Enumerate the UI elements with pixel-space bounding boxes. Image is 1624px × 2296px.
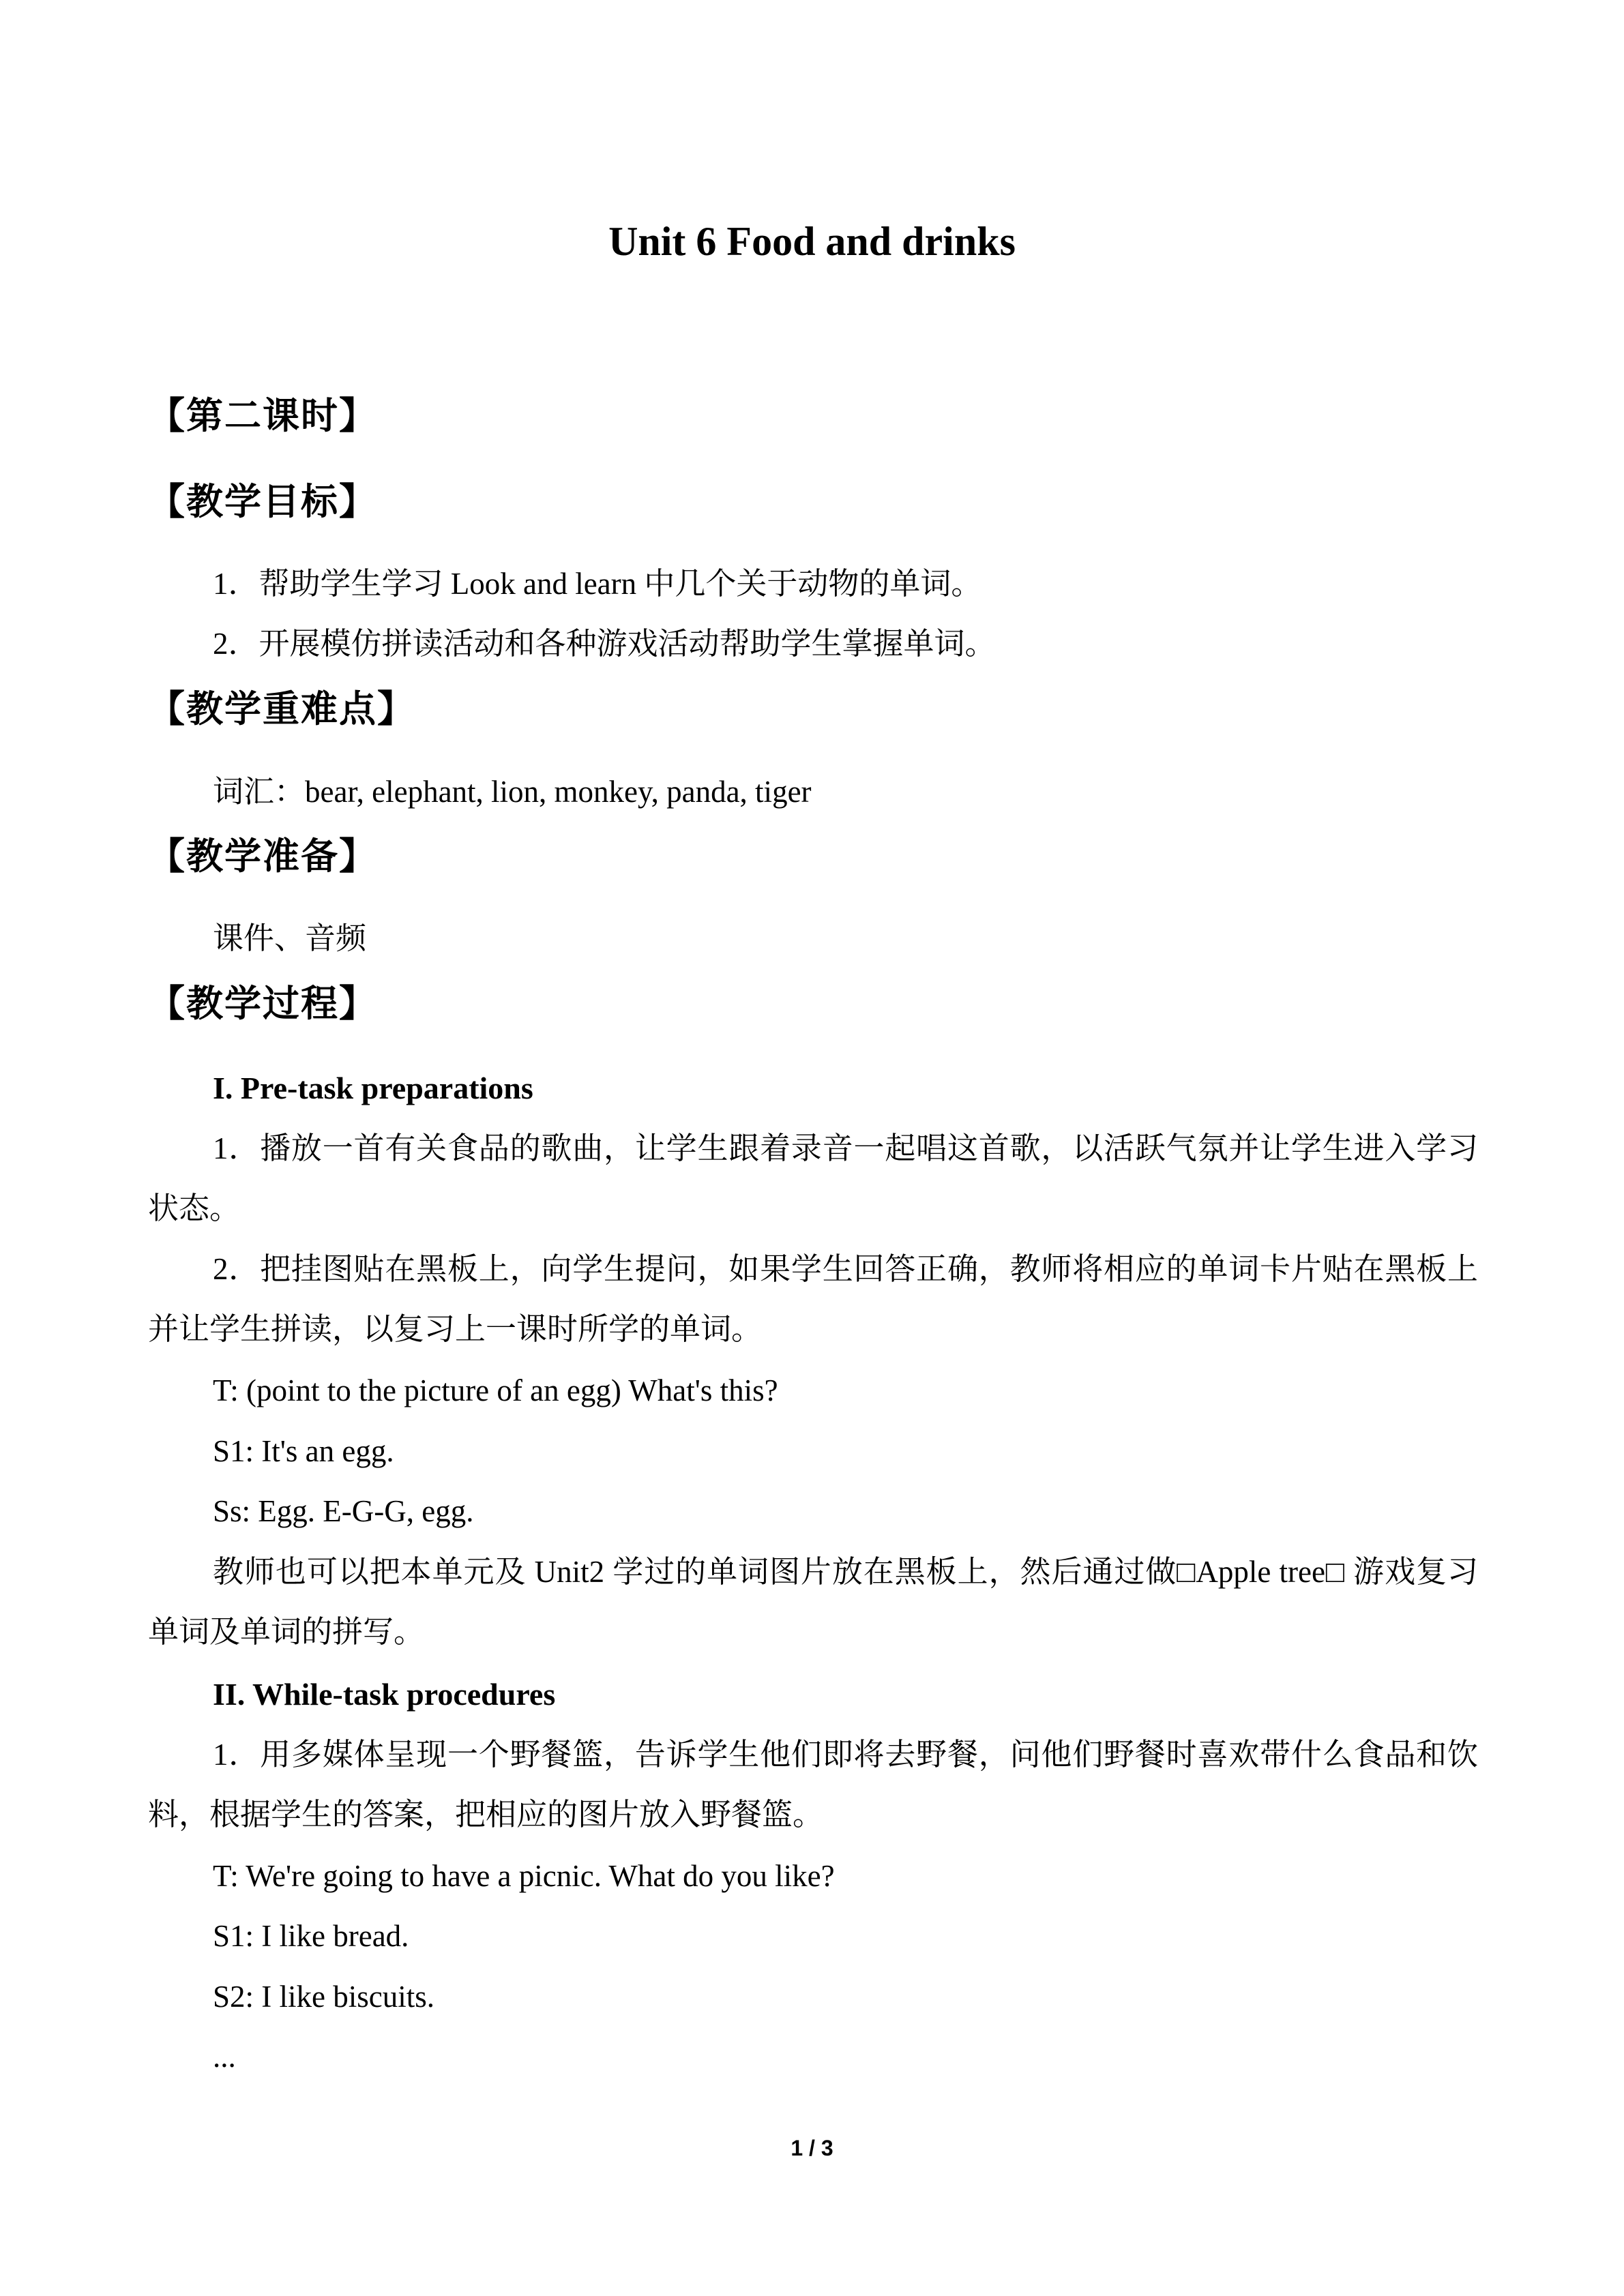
pre-task-dialog-1: T: (point to the picture of an egg) What's this? <box>213 1373 778 1407</box>
preparation-materials: 课件、音频 <box>213 921 367 955</box>
section-heading-lesson: 【第二课时】 <box>148 394 377 437</box>
while-task-ellipsis: ... <box>213 2040 236 2074</box>
pre-task-step-2: 2．把挂图贴在黑板上，向学生提问，如果学生回答正确，教师将相应的单词卡片贴在黑板上并让学生拼读，以复习上一课时所学的单词。 <box>148 1252 1478 1346</box>
objective-item-1: 1．帮助学生学习 Look and learn 中几个关于动物的单词。 <box>213 567 982 601</box>
section-heading-key-points: 【教学重难点】 <box>148 687 415 730</box>
while-task-dialog-1: T: We're going to have a picnic. What do you like? <box>213 1859 835 1893</box>
objective-item-2: 2．开展模仿拼读活动和各种游戏活动帮助学生掌握单词。 <box>213 627 996 661</box>
pre-task-step-1: 1．播放一首有关食品的歌曲，让学生跟着录音一起唱这首歌，以活跃气氛并让学生进入学习状态。 <box>148 1131 1478 1225</box>
section-heading-preparation: 【教学准备】 <box>148 835 377 878</box>
while-task-dialog-2: S1: I like bread. <box>213 1919 409 1953</box>
section-heading-objectives: 【教学目标】 <box>148 480 377 523</box>
page-number: 1 / 3 <box>791 2136 833 2160</box>
while-task-dialog-3: S2: I like biscuits. <box>213 1980 434 2014</box>
document-title: Unit 6 Food and drinks <box>608 219 1016 264</box>
pre-task-note: 教师也可以把本单元及 Unit2 学过的单词图片放在黑板上，然后通过做□Apple tree□ 游戏复习单词及单词的拼写。 <box>148 1555 1478 1649</box>
while-task-step-1: 1．用多媒体呈现一个野餐篮，告诉学生他们即将去野餐，问他们野餐时喜欢带什么食品和饮料，根据学生的答案，把相应的图片放入野餐篮。 <box>148 1738 1478 1832</box>
key-points-vocab: 词汇：bear, elephant, lion, monkey, panda, tiger <box>213 775 812 809</box>
pre-task-dialog-3: Ss: Egg. E-G-G, egg. <box>213 1494 474 1528</box>
pre-task-heading: I. Pre-task preparations <box>213 1071 533 1105</box>
while-task-heading: II. While-task procedures <box>213 1677 556 1712</box>
section-heading-process: 【教学过程】 <box>148 982 377 1025</box>
pre-task-dialog-2: S1: It's an egg. <box>213 1434 394 1468</box>
